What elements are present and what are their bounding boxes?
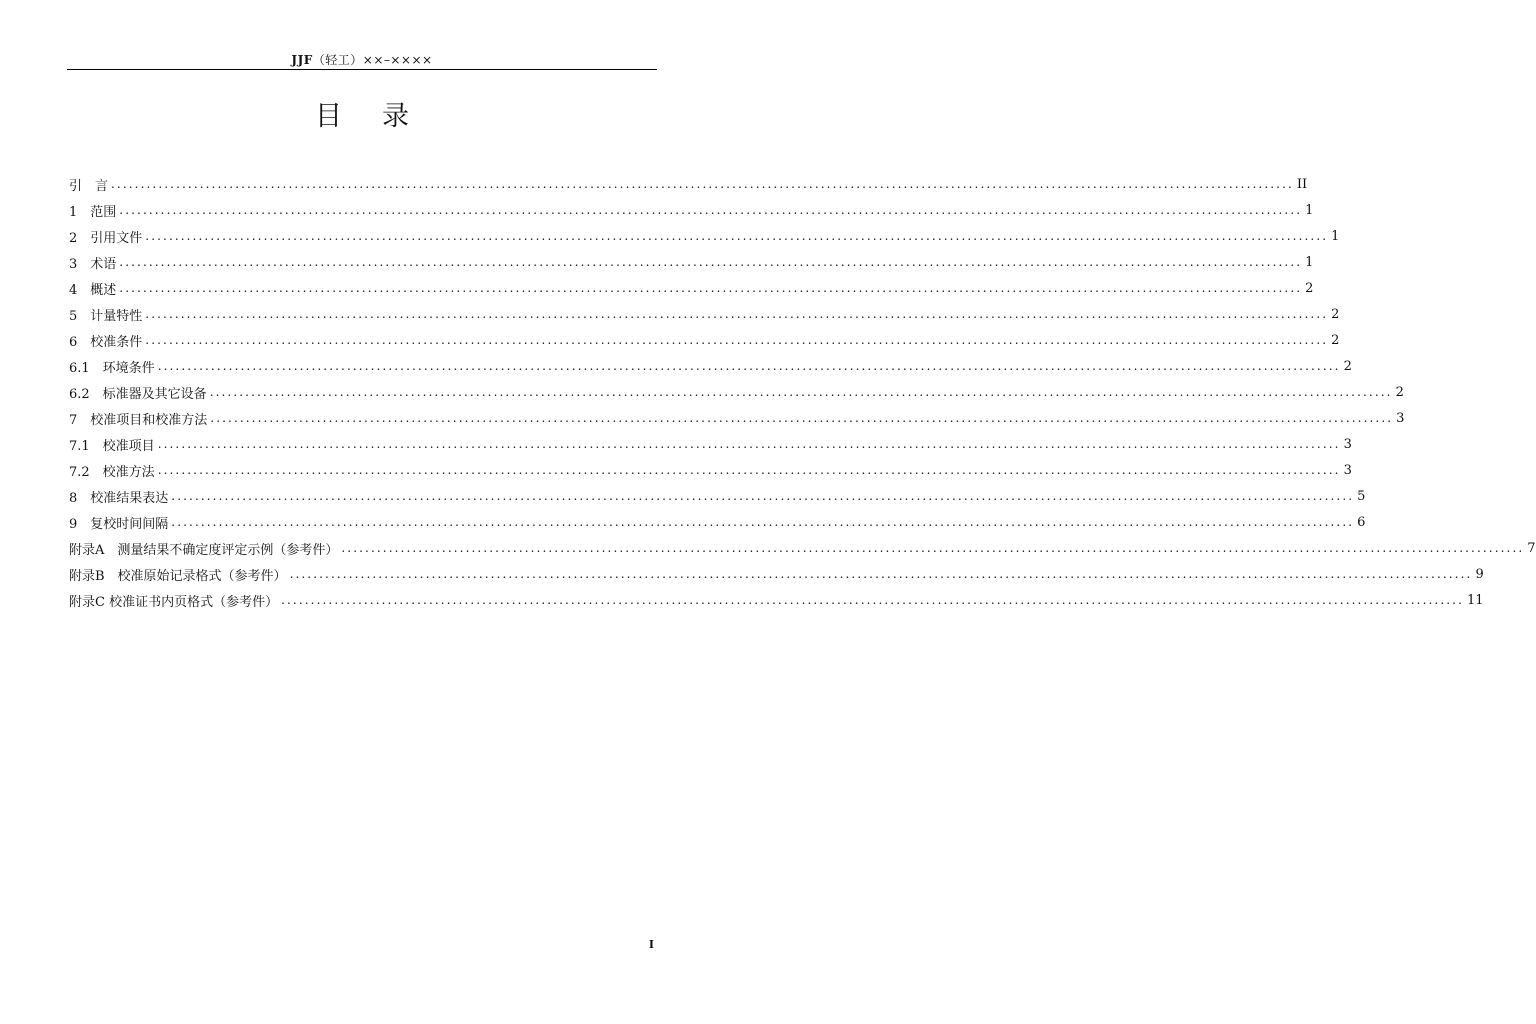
toc-entry[interactable] [69,431,1352,457]
toc-entry[interactable] [69,353,1352,379]
toc-entry-label: 2 引用文件 [69,230,143,246]
toc-dot-leader: ........................................................................................................................................................................................................ [289,567,1473,581]
toc-entry-page: 3 [1343,462,1352,478]
toc-entry[interactable] [69,249,1314,275]
toc-entry-page: 2 [1331,332,1340,348]
footer-page-number: I [648,938,654,951]
toc-entry-label: 7.1 校准项目 [69,438,155,454]
toc-entry-label: 9 复校时间间隔 [69,516,169,532]
toc-entry-label: 6.2 标准器及其它设备 [69,386,207,402]
toc-entry-label: 引 言 [69,178,109,194]
toc-entry-label: 3 术语 [69,256,117,272]
toc-entry-page: 2 [1395,384,1404,400]
toc-entry[interactable] [69,379,1404,405]
toc-dot-leader: ........................................................................................................................................................................................................ [145,333,1329,347]
toc-entry-page: 1 [1331,228,1340,244]
toc-dot-leader: ........................................................................................................................................................................................................ [157,437,1341,451]
toc-entry-page: 1 [1305,202,1314,218]
toc-entry-page: 7 [1527,540,1536,556]
running-header [0,51,724,68]
toc-entry-label: 6 校准条件 [69,334,143,350]
toc-dot-leader: ........................................................................................................................................................................................................ [119,203,1303,217]
toc-entry-page: 3 [1343,436,1352,452]
toc-entry[interactable] [69,535,1536,561]
header-rest: （轻工）××–×××× [312,53,433,67]
toc-entry-label: 5 计量特性 [69,308,143,324]
toc-entry[interactable] [69,223,1340,249]
toc-entry-label: 1 范围 [69,204,117,220]
toc-dot-leader: ........................................................................................................................................................................................................ [341,541,1525,555]
page-title: 目录 [315,101,449,132]
toc-entry-page: 9 [1475,566,1484,582]
toc-entry[interactable] [69,587,1484,613]
toc-dot-leader: ........................................................................................................................................................................................................ [210,411,1394,425]
header-rule [67,69,657,70]
toc-dot-leader: ........................................................................................................................................................................................................ [171,489,1355,503]
toc-entry-page: 2 [1305,280,1314,296]
toc-entry[interactable] [69,405,1405,431]
toc-entry[interactable] [69,561,1484,587]
toc-dot-leader: ........................................................................................................................................................................................................ [157,463,1341,477]
toc-dot-leader: ........................................................................................................................................................................................................ [145,229,1329,243]
toc-entry-label: 附录C 校准证书内页格式（参考件） [69,594,279,610]
toc-entry-page: 5 [1357,488,1366,504]
toc-dot-leader: ........................................................................................................................................................................................................ [119,255,1303,269]
toc-entry[interactable] [69,509,1366,535]
toc-dot-leader: ........................................................................................................................................................................................................ [209,385,1393,399]
toc-entry-label: 7 校准项目和校准方法 [69,412,208,428]
toc-entry-label: 4 概述 [69,282,117,298]
toc-dot-leader: ........................................................................................................................................................................................................ [145,307,1329,321]
toc-entry-label: 6.1 环境条件 [69,360,155,376]
toc-entry[interactable] [69,483,1366,509]
toc-entry[interactable] [69,327,1340,353]
toc-entry-label: 8 校准结果表达 [69,490,169,506]
toc-entry[interactable] [69,275,1314,301]
toc-entry-page: 1 [1305,254,1314,270]
toc-entry-label: 附录B 校准原始记录格式（参考件） [69,568,287,584]
toc-entry-page: II [1296,176,1308,192]
toc-entry[interactable] [69,197,1314,223]
toc-entry-page: 2 [1331,306,1340,322]
toc-entry-page: 3 [1396,410,1405,426]
toc-dot-leader: ........................................................................................................................................................................................................ [119,281,1303,295]
toc-entry-page: 2 [1343,358,1352,374]
toc-entry-page: 6 [1357,514,1366,530]
table-of-contents [69,171,1536,613]
toc-entry-label: 附录A 测量结果不确定度评定示例（参考件） [69,542,339,558]
toc-entry[interactable] [69,457,1352,483]
toc-entry[interactable] [69,171,1308,197]
toc-entry-page: 11 [1466,592,1484,608]
toc-entry-label: 7.2 校准方法 [69,464,155,480]
toc-dot-leader: ........................................................................................................................................................................................................ [111,177,1294,191]
toc-dot-leader: ........................................................................................................................................................................................................ [157,359,1341,373]
toc-entry[interactable] [69,301,1340,327]
toc-dot-leader: ........................................................................................................................................................................................................ [171,515,1355,529]
toc-dot-leader: ........................................................................................................................................................................................................ [281,593,1464,607]
header-code: JJF [291,53,313,67]
